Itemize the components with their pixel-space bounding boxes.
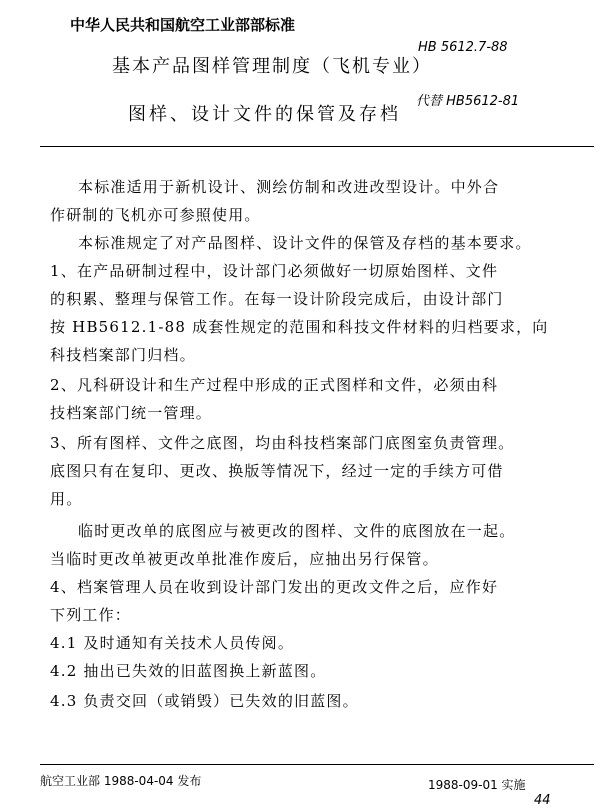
footer-divider	[40, 764, 594, 765]
document-title-line2: 图样、设计文件的保管及存档	[128, 104, 401, 125]
effective-info: 1988-09-01 实施	[428, 778, 526, 792]
body-line: 临时更改单的底图应与被更改的图样、文件的底图放在一起。	[78, 522, 516, 540]
body-line: 当临时更改单被更改单批准作废后，应抽出另行保管。	[50, 550, 439, 568]
document-title-line1: 基本产品图样管理制度（飞机专业）	[112, 56, 432, 77]
body-line: 2、凡科研设计和生产过程中形成的正式图样和文件，必须由科	[50, 376, 499, 394]
body-line: 4.2 抽出已失效的旧蓝图换上新蓝图。	[50, 662, 327, 680]
body-line: 4.3 负责交回（或销毁）已失效的旧蓝图。	[50, 692, 359, 710]
standard-code: HB 5612.7-88	[418, 40, 508, 55]
body-line: 作研制的飞机亦可参照使用。	[50, 206, 261, 224]
replaces-code: 代替 HB5612-81	[416, 94, 520, 109]
body-line: 下列工作：	[50, 606, 132, 624]
body-line: 4.1 及时通知有关技术人员传阅。	[50, 634, 295, 652]
issue-info: 航空工业部 1988-04-04 发布	[40, 774, 202, 788]
body-line: 4、档案管理人员在收到设计部门发出的更改文件之后，应作好	[50, 578, 499, 596]
body-line: 3、所有图样、文件之底图，均由科技档案部门底图室负责管理。	[50, 434, 515, 452]
header-divider	[40, 146, 594, 147]
body-line: 科技档案部门归档。	[50, 346, 196, 364]
body-line: 本标准适用于新机设计、测绘仿制和改进改型设计。中外合	[78, 178, 500, 196]
page-number: 44	[534, 793, 551, 808]
body-line: 本标准规定了对产品图样、设计文件的保管及存档的基本要求。	[78, 234, 532, 252]
body-line: 1、在产品研制过程中，设计部门必须做好一切原始图样、文件	[50, 262, 499, 280]
standard-org: 中华人民共和国航空工业部部标准	[70, 16, 296, 34]
body-line: 的积累、整理与保管工作。在每一设计阶段完成后，由设计部门	[50, 290, 504, 308]
body-line: 底图只有在复印、更改、换版等情况下，经过一定的手续方可借	[50, 462, 504, 480]
body-line: 按 HB5612.1-88 成套性规定的范围和科技文件材料的归档要求，向	[50, 318, 549, 336]
body-line: 用。	[50, 490, 83, 508]
body-line: 技档案部门统一管理。	[50, 404, 213, 422]
